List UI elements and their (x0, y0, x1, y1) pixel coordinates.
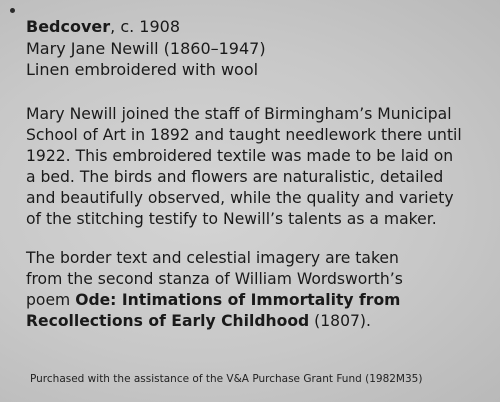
source-line (26, 311, 496, 332)
object-title-bold: Bedcover (26, 17, 111, 36)
pin-hole (10, 8, 15, 13)
description-line: School of Art in 1892 and taught needlework there until (26, 126, 462, 144)
source-line: The border text and celestial imagery are taken (26, 249, 399, 267)
source-line (26, 290, 496, 311)
description-line: and beautifully observed, while the quality and variety (26, 189, 454, 207)
description-line: of the stitching testify to Newill’s talents as a maker. (26, 210, 437, 228)
object-date: , c. 1908 (110, 17, 181, 36)
description-line: 1922. This embroidered textile was made to be laid on (26, 147, 454, 165)
object-title (26, 16, 496, 38)
museum-label (26, 16, 496, 332)
material-line: Linen embroidered with wool (26, 60, 259, 79)
description-line: a bed. The birds and flowers are naturalistic, detailed (26, 168, 444, 186)
artist-line: Mary Jane Newill (1860–1947) (26, 39, 266, 58)
source-line-prefix: poem (26, 291, 76, 309)
credit-line: Purchased with the assistance of the V&A Purchase Grant Fund (1982M35) (30, 373, 423, 385)
description-line: Mary Newill joined the staff of Birmingham’s Municipal (26, 105, 452, 123)
description-paragraph (26, 104, 496, 230)
poem-title-part2: Recollections of Early Childhood (26, 312, 310, 330)
poem-title-part1: Ode: Intimations of Immortality from (75, 291, 401, 309)
source-line: from the second stanza of William Wordsworth’s (26, 270, 403, 288)
poem-year: (1807). (309, 312, 371, 330)
source-paragraph (26, 248, 496, 332)
